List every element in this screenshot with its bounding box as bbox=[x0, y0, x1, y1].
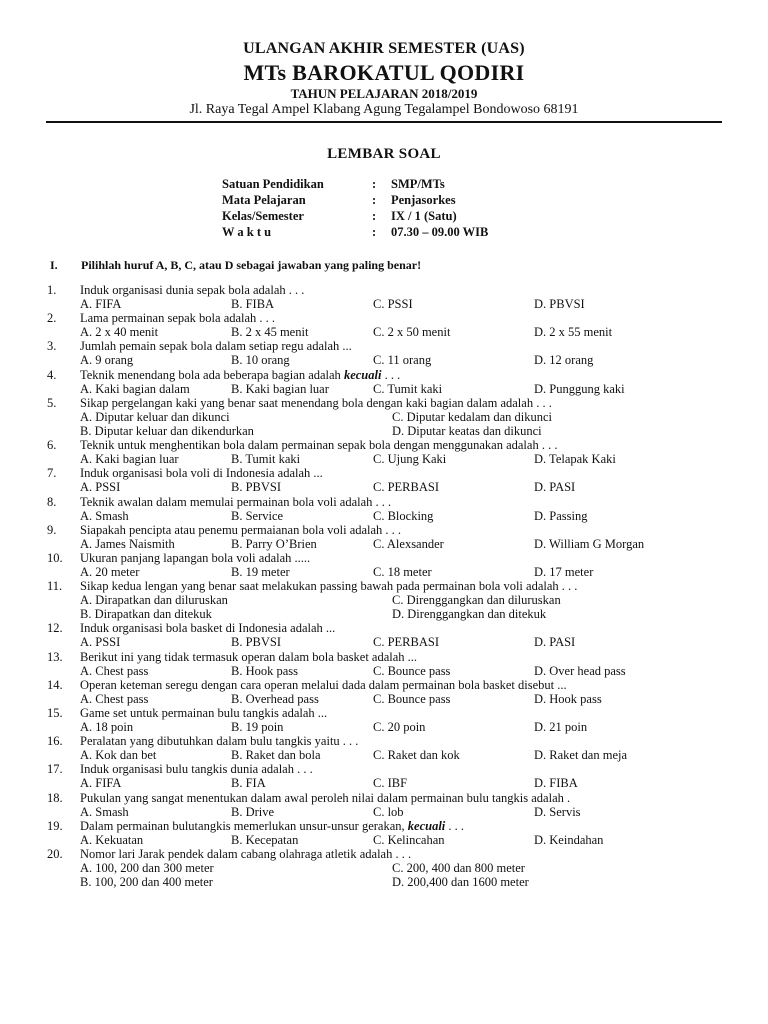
school-name: MTs BAROKATUL QODIRI bbox=[243, 60, 525, 85]
question-text bbox=[80, 706, 327, 721]
question-text-main: Teknik untuk menghentikan bola dalam permainan sepak bola dengan menggunakan adalah . . . bbox=[80, 438, 558, 453]
answer-option[interactable]: B. Service bbox=[231, 508, 284, 523]
question-number: 2. bbox=[47, 311, 57, 326]
answer-option[interactable]: C. IBF bbox=[373, 776, 408, 791]
answer-option[interactable]: A. 9 orang bbox=[80, 353, 134, 368]
question-emphasis: kecuali bbox=[407, 818, 446, 833]
info-label: Kelas/Semester bbox=[222, 209, 304, 223]
answer-option[interactable]: C. Diputar kedalam dan dikunci bbox=[392, 409, 553, 424]
answer-option[interactable]: D. PASI bbox=[534, 480, 576, 495]
question-text-main: Induk organisasi bulu tangkis dunia adalah . . . bbox=[80, 762, 313, 777]
question-number: 17. bbox=[47, 762, 63, 777]
answer-option[interactable]: A. Smash bbox=[80, 508, 129, 523]
question-text-after: . . . bbox=[445, 818, 465, 833]
exam-title: ULANGAN AKHIR SEMESTER (UAS) bbox=[243, 40, 525, 57]
answer-option[interactable]: A. FIFA bbox=[80, 776, 122, 791]
question-number: 10. bbox=[47, 550, 63, 565]
answer-option[interactable]: D. 21 poin bbox=[534, 720, 588, 735]
question-number: 7. bbox=[47, 466, 57, 481]
question-number: 13. bbox=[47, 649, 63, 664]
question-text bbox=[80, 678, 567, 693]
answer-option[interactable]: B. FIA bbox=[231, 776, 266, 791]
answer-option[interactable]: C. Blocking bbox=[373, 508, 434, 523]
question-number: 15. bbox=[47, 706, 63, 720]
answer-option[interactable]: A. Kok dan bet bbox=[80, 748, 157, 763]
answer-option[interactable]: A. 20 meter bbox=[80, 564, 140, 579]
answer-option[interactable]: B. 19 poin bbox=[231, 720, 284, 735]
answer-option[interactable]: C. Bounce pass bbox=[373, 691, 451, 706]
question-text bbox=[80, 791, 570, 806]
question-text bbox=[80, 621, 335, 636]
question-number: 11. bbox=[47, 579, 63, 594]
answer-option[interactable]: B. Raket dan bola bbox=[231, 748, 321, 763]
question-number: 6. bbox=[47, 438, 57, 453]
question-number: 8. bbox=[47, 494, 57, 509]
answer-option[interactable]: C. Direnggangkan dan diluruskan bbox=[392, 593, 561, 608]
question-text-main: Teknik menendang bola ada beberapa bagian adalah bbox=[80, 367, 341, 382]
question-number: 18. bbox=[47, 790, 63, 805]
answer-option[interactable]: A. 18 poin bbox=[80, 720, 134, 735]
question-text-main: Nomor lari Jarak pendek dalam cabang olahraga atletik adalah . . . bbox=[80, 847, 412, 861]
info-label: Mata Pelajaran bbox=[222, 193, 306, 207]
info-colon: : bbox=[372, 177, 377, 191]
answer-option[interactable]: D. Raket dan meja bbox=[534, 748, 628, 763]
answer-option[interactable]: C. 18 meter bbox=[373, 564, 432, 579]
answer-option[interactable]: C. Bounce pass bbox=[373, 663, 451, 678]
answer-option[interactable]: D. Direnggangkan dan ditekuk bbox=[392, 607, 547, 622]
answer-option[interactable]: A. Diputar keluar dan dikunci bbox=[80, 409, 230, 424]
answer-option[interactable]: A. Chest pass bbox=[80, 691, 149, 706]
answer-option[interactable]: D. Servis bbox=[534, 804, 581, 819]
answer-option[interactable]: D. PBVSI bbox=[534, 297, 585, 312]
question-emphasis: kecuali bbox=[343, 367, 382, 382]
question-text-main: Peralatan yang dibutuhkan dalam bulu tangkis yaitu . . . bbox=[80, 734, 359, 749]
question-number: 16. bbox=[47, 734, 63, 749]
question-text-main: Dalam permainan bulutangkis memerlukan unsur-unsur gerakan, bbox=[80, 818, 405, 833]
answer-option[interactable]: B. FIBA bbox=[231, 297, 275, 312]
question-text bbox=[80, 396, 552, 411]
question-text-main: Operan keteman seregu dengan cara operan melalui dada dalam permainan bola basket disebut ... bbox=[80, 677, 567, 692]
answer-option[interactable]: C. PERBASI bbox=[373, 635, 439, 650]
answer-option[interactable]: B. Parry O’Brien bbox=[231, 536, 317, 551]
question-text bbox=[80, 523, 401, 538]
info-value: SMP/MTs bbox=[391, 177, 445, 191]
answer-option[interactable]: B. 2 x 45 menit bbox=[231, 325, 309, 340]
question-text bbox=[80, 283, 304, 298]
answer-option[interactable]: D. Keindahan bbox=[534, 832, 604, 847]
answer-option[interactable]: D. Passing bbox=[534, 508, 588, 523]
answer-option[interactable]: D. 2 x 55 menit bbox=[534, 325, 613, 340]
info-label: W a k t u bbox=[222, 225, 272, 239]
answer-option[interactable]: C. Raket dan kok bbox=[373, 748, 460, 763]
answer-option[interactable]: A. James Naismith bbox=[80, 536, 175, 551]
question-text-after: . . . bbox=[381, 367, 401, 382]
question-text bbox=[80, 368, 400, 383]
header-divider bbox=[46, 121, 722, 123]
question-text-main: Sikap pergelangan kaki yang benar saat menendang bola dengan kaki bagian dalam adalah . . . bbox=[80, 395, 552, 410]
info-value: IX / 1 (Satu) bbox=[391, 209, 457, 223]
sheet-title: LEMBAR SOAL bbox=[327, 146, 441, 162]
question-number: 20. bbox=[47, 847, 63, 861]
answer-option[interactable]: C. PSSI bbox=[373, 297, 413, 312]
info-value: 07.30 – 09.00 WIB bbox=[391, 225, 489, 239]
instruction-text: Pilihlah huruf A, B, C, atau D sebagai jawaban yang paling benar! bbox=[81, 258, 422, 272]
answer-option[interactable]: A. PSSI bbox=[80, 480, 121, 495]
answer-option[interactable]: C. 2 x 50 menit bbox=[373, 325, 451, 340]
question-text bbox=[80, 650, 417, 665]
answer-option[interactable]: C. 20 poin bbox=[373, 720, 426, 735]
answer-option[interactable]: D. PASI bbox=[534, 635, 576, 650]
answer-option[interactable]: B. Kecepatan bbox=[231, 832, 299, 847]
question-text-main: Siapakah pencipta atau penemu permaianan bola voli adalah . . . bbox=[80, 522, 402, 537]
answer-option[interactable]: B. 19 meter bbox=[231, 564, 290, 579]
answer-option[interactable]: D. FIBA bbox=[534, 776, 578, 791]
answer-option[interactable]: A. Kaki bagian luar bbox=[80, 452, 179, 467]
question-text-main: Lama permainan sepak bola adalah . . . bbox=[80, 311, 276, 326]
answer-option[interactable]: B. Dirapatkan dan ditekuk bbox=[80, 607, 212, 622]
info-colon: : bbox=[372, 209, 377, 223]
question-text-main: Pukulan yang sangat menentukan dalam awal peroleh nilai dalam permainan bulu tangkis adalah . bbox=[80, 790, 571, 805]
answer-option[interactable]: D. Punggung kaki bbox=[534, 381, 625, 396]
answer-option[interactable]: B. Diputar keluar dan dikendurkan bbox=[80, 423, 254, 438]
question-text-main: Induk organisasi bola voli di Indonesia adalah ... bbox=[80, 466, 323, 481]
answer-option[interactable]: A. PSSI bbox=[80, 635, 121, 650]
question-text bbox=[80, 819, 464, 834]
question-text bbox=[80, 495, 391, 510]
question-text-main: Teknik awalan dalam memulai permainan bola voli adalah . . . bbox=[80, 494, 392, 509]
answer-option[interactable]: B. Kaki bagian luar bbox=[231, 381, 329, 396]
info-value: Penjasorkes bbox=[391, 193, 456, 207]
answer-option[interactable]: D. Hook pass bbox=[534, 691, 602, 706]
answer-option[interactable]: D. Over head pass bbox=[534, 663, 626, 678]
question-number: 5. bbox=[47, 395, 57, 410]
question-text bbox=[80, 847, 411, 862]
question-text-main: Jumlah pemain sepak bola dalam setiap regu adalah ... bbox=[80, 339, 352, 354]
question-number: 3. bbox=[47, 339, 57, 354]
answer-option[interactable]: D. 200,400 dan 1600 meter bbox=[392, 875, 529, 890]
answer-option[interactable]: A. Dirapatkan dan diluruskan bbox=[80, 593, 228, 608]
question-number: 14. bbox=[47, 677, 63, 692]
answer-option[interactable]: C. 200, 400 dan 800 meter bbox=[392, 861, 525, 876]
answer-option[interactable]: B. Tumit kaki bbox=[231, 452, 301, 467]
answer-option[interactable]: A. Chest pass bbox=[80, 663, 149, 678]
answer-option[interactable]: B. PBVSI bbox=[231, 480, 282, 495]
question-text-main: Berikut ini yang tidak termasuk operan dalam bola basket adalah ... bbox=[80, 649, 418, 664]
section-number: I. bbox=[50, 258, 58, 272]
question-text-main: Induk organisasi dunia sepak bola adalah . . . bbox=[80, 283, 305, 297]
question-text-main: Sikap kedua lengan yang benar saat melakukan passing bawah pada permainan bola voli adalah . . . bbox=[80, 579, 578, 594]
question-text bbox=[80, 466, 323, 481]
answer-option[interactable]: B. Hook pass bbox=[231, 663, 299, 678]
question-text bbox=[80, 579, 577, 594]
answer-option[interactable]: B. 10 orang bbox=[231, 353, 290, 368]
question-number: 12. bbox=[47, 621, 63, 636]
answer-option[interactable]: B. Overhead pass bbox=[231, 691, 319, 706]
answer-option[interactable]: C. 11 orang bbox=[373, 353, 432, 368]
question-text-main: Game set untuk permainan bulu tangkis adalah ... bbox=[80, 706, 328, 720]
question-text-main: Induk organisasi bola basket di Indonesia adalah ... bbox=[80, 621, 336, 636]
academic-year: TAHUN PELAJARAN 2018/2019 bbox=[290, 86, 478, 101]
answer-option[interactable]: B. Drive bbox=[231, 804, 275, 819]
question-number: 19. bbox=[47, 818, 63, 833]
question-text-main: Ukuran panjang lapangan bola voli adalah ..... bbox=[80, 550, 311, 565]
answer-option[interactable]: A. 100, 200 dan 300 meter bbox=[80, 861, 214, 876]
answer-option[interactable]: B. PBVSI bbox=[231, 635, 282, 650]
answer-option[interactable]: C. Alexsander bbox=[373, 536, 444, 551]
answer-option[interactable]: D. William G Morgan bbox=[534, 536, 645, 551]
answer-option[interactable]: A. Kaki bagian dalam bbox=[80, 381, 190, 396]
answer-option[interactable]: A. 2 x 40 menit bbox=[80, 325, 159, 340]
question-text bbox=[80, 311, 275, 326]
answer-option[interactable]: D. 12 orang bbox=[534, 353, 594, 368]
info-colon: : bbox=[372, 225, 377, 239]
question-text bbox=[80, 551, 310, 566]
answer-option[interactable]: C. Tumit kaki bbox=[373, 381, 443, 396]
answer-option[interactable]: C. Kelincahan bbox=[373, 832, 445, 847]
question-number: 4. bbox=[47, 367, 57, 382]
answer-option[interactable]: D. Diputar keatas dan dikunci bbox=[392, 423, 542, 438]
school-address: Jl. Raya Tegal Ampel Klabang Agung Tegalampel Bondowoso 68191 bbox=[189, 102, 579, 117]
question-text bbox=[80, 339, 352, 354]
question-text bbox=[80, 734, 358, 749]
question-number: 9. bbox=[47, 522, 57, 537]
answer-option[interactable]: C. PERBASI bbox=[373, 480, 439, 495]
answer-option[interactable]: A. Smash bbox=[80, 804, 129, 819]
info-colon: : bbox=[372, 193, 377, 207]
question-number: 1. bbox=[47, 283, 57, 297]
answer-option[interactable]: D. 17 meter bbox=[534, 564, 594, 579]
answer-option[interactable]: B. 100, 200 dan 400 meter bbox=[80, 875, 213, 890]
question-text bbox=[80, 762, 313, 777]
answer-option[interactable]: A. FIFA bbox=[80, 297, 122, 312]
answer-option[interactable]: C. lob bbox=[373, 804, 404, 819]
info-label: Satuan Pendidikan bbox=[222, 177, 324, 191]
answer-option[interactable]: A. Kekuatan bbox=[80, 832, 144, 847]
answer-option[interactable]: D. Telapak Kaki bbox=[534, 452, 616, 467]
question-text bbox=[80, 438, 557, 453]
answer-option[interactable]: C. Ujung Kaki bbox=[373, 452, 447, 467]
